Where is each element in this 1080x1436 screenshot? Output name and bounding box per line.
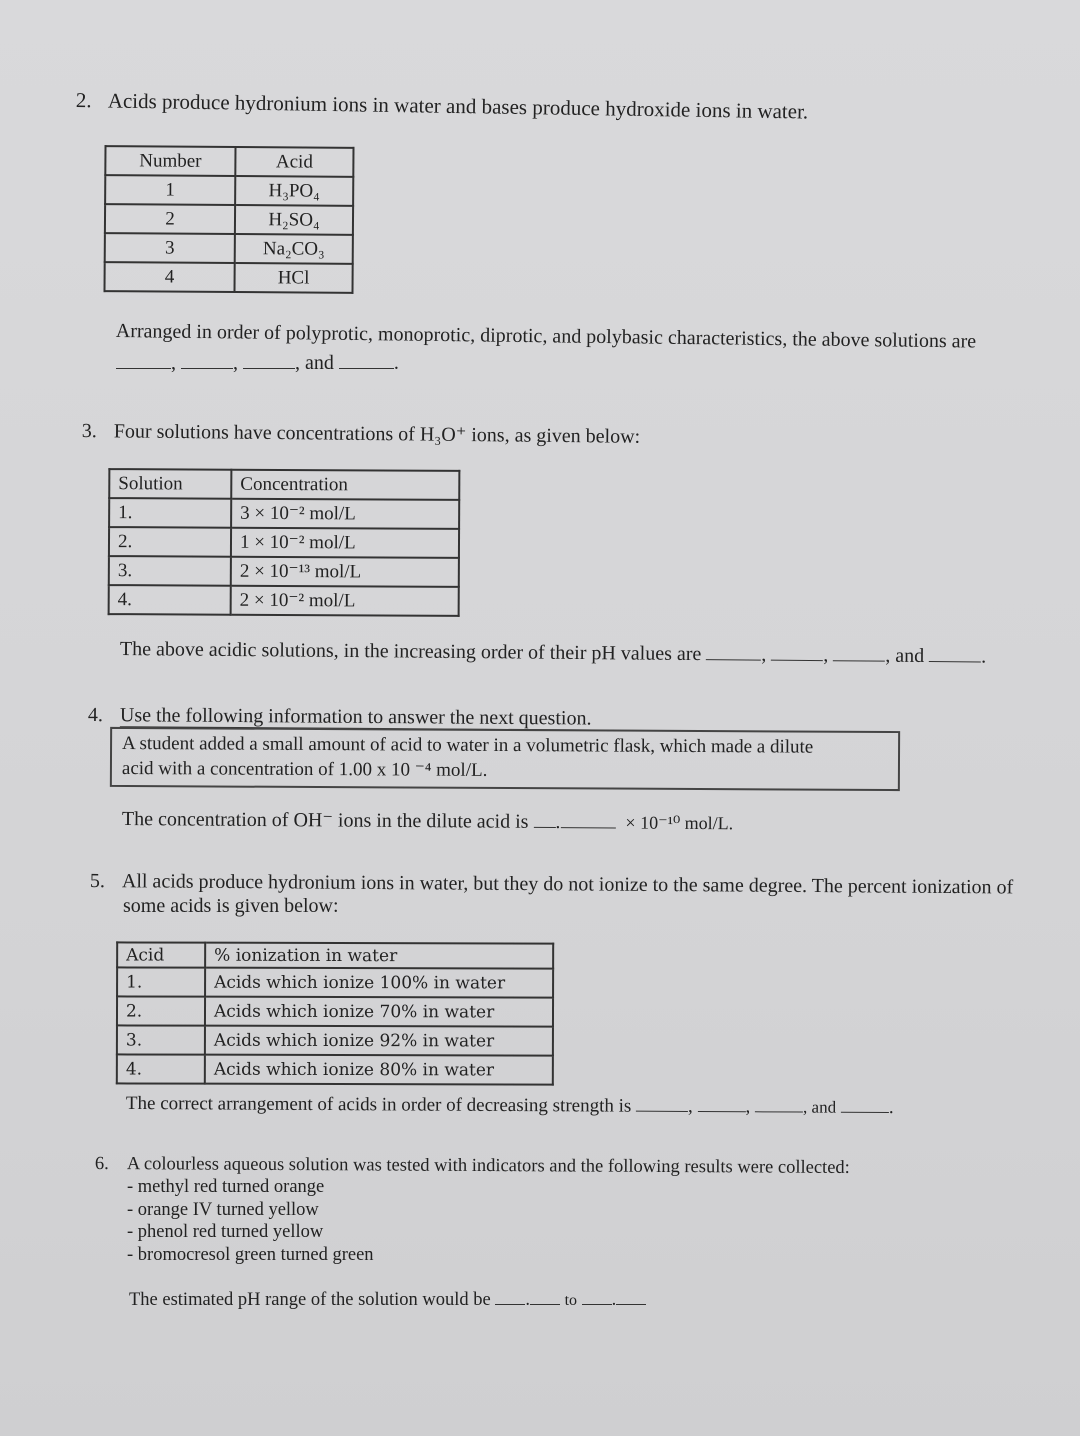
column-header: Number (105, 146, 235, 176)
table-row (109, 527, 459, 558)
question-6-prompt (129, 1288, 646, 1311)
answer-blank (243, 352, 295, 369)
table-cell: Acids which ionize 92% in water (205, 1026, 553, 1056)
question-text: A colourless aqueous solution was tested with indicators and the following results were collected: (126, 1154, 850, 1178)
column-header: Concentration (231, 470, 459, 500)
table-cell: Acids which ionize 70% in water (205, 997, 553, 1027)
table-row (105, 175, 353, 206)
prompt-text: The correct arrangement of acids in order of decreasing strength is (125, 1093, 632, 1117)
table-cell: 1 × 10⁻² mol/L (231, 528, 459, 558)
decimal-point: . (525, 1290, 530, 1310)
table-cell: Acids which ionize 80% in water (205, 1055, 553, 1085)
answer-blank (339, 352, 394, 369)
question-text: Four solutions have concentrations of H₃O⁺ ions, as given below: (113, 420, 641, 448)
answer-blank (636, 1095, 688, 1112)
question-2-prompt: Arranged in order of polyprotic, monoprotic, diprotic, and polybasic characteristics, the above solutions are (115, 320, 977, 353)
table-cell: 2 × 10⁻¹³ mol/L (231, 557, 459, 587)
answer-blank (616, 1288, 646, 1305)
table-header-row (117, 942, 553, 968)
question-4-prompt (122, 806, 733, 835)
answer-blank (698, 1095, 746, 1112)
question-text: Use the following information to answer the next question. (119, 704, 592, 730)
concentration-table (108, 468, 461, 617)
answer-blank (755, 1095, 803, 1112)
table-cell: 1. (109, 498, 231, 528)
result-item: - orange IV turned yellow (127, 1199, 319, 1220)
info-box (110, 727, 900, 791)
table-cell: 3 (105, 233, 235, 263)
table-cell: 3 × 10⁻² mol/L (231, 499, 459, 529)
table-cell: 2. (109, 527, 231, 557)
table-cell: Na₂CO₃ (235, 234, 353, 264)
question-number: 5. (89, 870, 105, 893)
question-5-line2: some acids is given below: (123, 895, 339, 917)
table-cell: H₃PO₄ (235, 176, 353, 206)
ionization-table (116, 941, 554, 1085)
column-header: Acid (117, 942, 205, 967)
question-number: 4. (87, 704, 103, 727)
answer-blank (706, 643, 761, 660)
question-2-answer-line: , , , and . (116, 352, 399, 375)
result-item: - phenol red turned yellow (127, 1222, 324, 1242)
table-header-row (105, 146, 353, 177)
table-cell: 2 (105, 204, 235, 234)
question-number: 2. (75, 88, 92, 113)
and-label: , and (295, 352, 334, 374)
result-item: - bromocresol green turned green (127, 1244, 374, 1265)
table-row (109, 498, 459, 529)
column-header: Solution (109, 469, 231, 499)
table-row (105, 233, 353, 264)
question-5-prompt: The correct arrangement of acids in order of decreasing strength is , , , and . (125, 1093, 894, 1119)
table-cell: 1. (117, 967, 205, 996)
table-row (117, 967, 553, 997)
column-header: % ionization in water (205, 943, 553, 969)
question-3-prompt: The above acidic solutions, in the increasing order of their pH values are , , , and . (119, 638, 987, 668)
table-row (117, 1025, 553, 1055)
answer-blank (929, 645, 981, 662)
acid-table (103, 145, 354, 294)
answer-blank (771, 644, 823, 661)
prompt-text: The above acidic solutions, in the increasing order of their pH values are (119, 638, 702, 666)
result-item: - methyl red turned orange (127, 1177, 325, 1197)
decimal-point: . (611, 1290, 617, 1310)
indicator-results (127, 1176, 374, 1266)
table-cell: H₂SO₄ (235, 205, 353, 235)
table-row (109, 585, 459, 616)
answer-blank (530, 1288, 560, 1305)
table-cell: 4 (104, 262, 234, 292)
question-number: 3. (81, 419, 97, 443)
table-cell: Acids which ionize 100% in water (205, 968, 553, 998)
info-line: acid with a concentration of 1.00 x 10 ⁻⁴ mol/L. (121, 757, 488, 781)
unit-label: × 10⁻¹⁰ mol/L. (625, 812, 734, 834)
table-cell: 4. (117, 1054, 205, 1083)
answer-blank (116, 352, 171, 369)
question-number: 6. (94, 1154, 109, 1175)
answer-blank (582, 1288, 612, 1305)
answer-blank (841, 1096, 889, 1113)
answer-blank (495, 1288, 525, 1305)
table-cell: 2 × 10⁻² mol/L (231, 586, 459, 616)
question-2 (76, 88, 809, 125)
table-cell: 2. (117, 996, 205, 1025)
answer-blank (833, 644, 885, 661)
decimal-point: . (555, 811, 561, 834)
table-header-row (109, 469, 459, 500)
table-cell: 4. (109, 585, 231, 615)
table-cell: 3. (109, 556, 231, 586)
table-row (109, 556, 459, 587)
table-row (117, 1054, 553, 1084)
table-cell: HCl (234, 263, 352, 293)
question-text: Acids produce hydronium ions in water and bases produce hydroxide ions in water. (107, 88, 809, 124)
and-label: , and (803, 1097, 837, 1117)
table-cell: 3. (117, 1025, 205, 1054)
prompt-text: The estimated pH range of the solution would be (129, 1290, 491, 1310)
info-line: A student added a small amount of acid to water in a volumetric flask, which made a dilute (122, 732, 814, 758)
to-label: to (564, 1292, 578, 1309)
answer-blank (533, 811, 555, 828)
table-row (105, 204, 353, 235)
prompt-text: The concentration of OH⁻ ions in the dilute acid is (121, 807, 529, 833)
answer-blank (181, 352, 233, 369)
question-text: All acids produce hydronium ions in water, but they do not ionize to the same degree. The percent ionization of (121, 870, 1014, 899)
and-label: , and (885, 644, 925, 668)
column-header: Acid (235, 147, 353, 177)
table-row (104, 262, 352, 293)
table-row (117, 996, 553, 1026)
table-cell: 1 (105, 175, 235, 205)
answer-blank (560, 811, 615, 828)
question-3 (82, 418, 641, 449)
